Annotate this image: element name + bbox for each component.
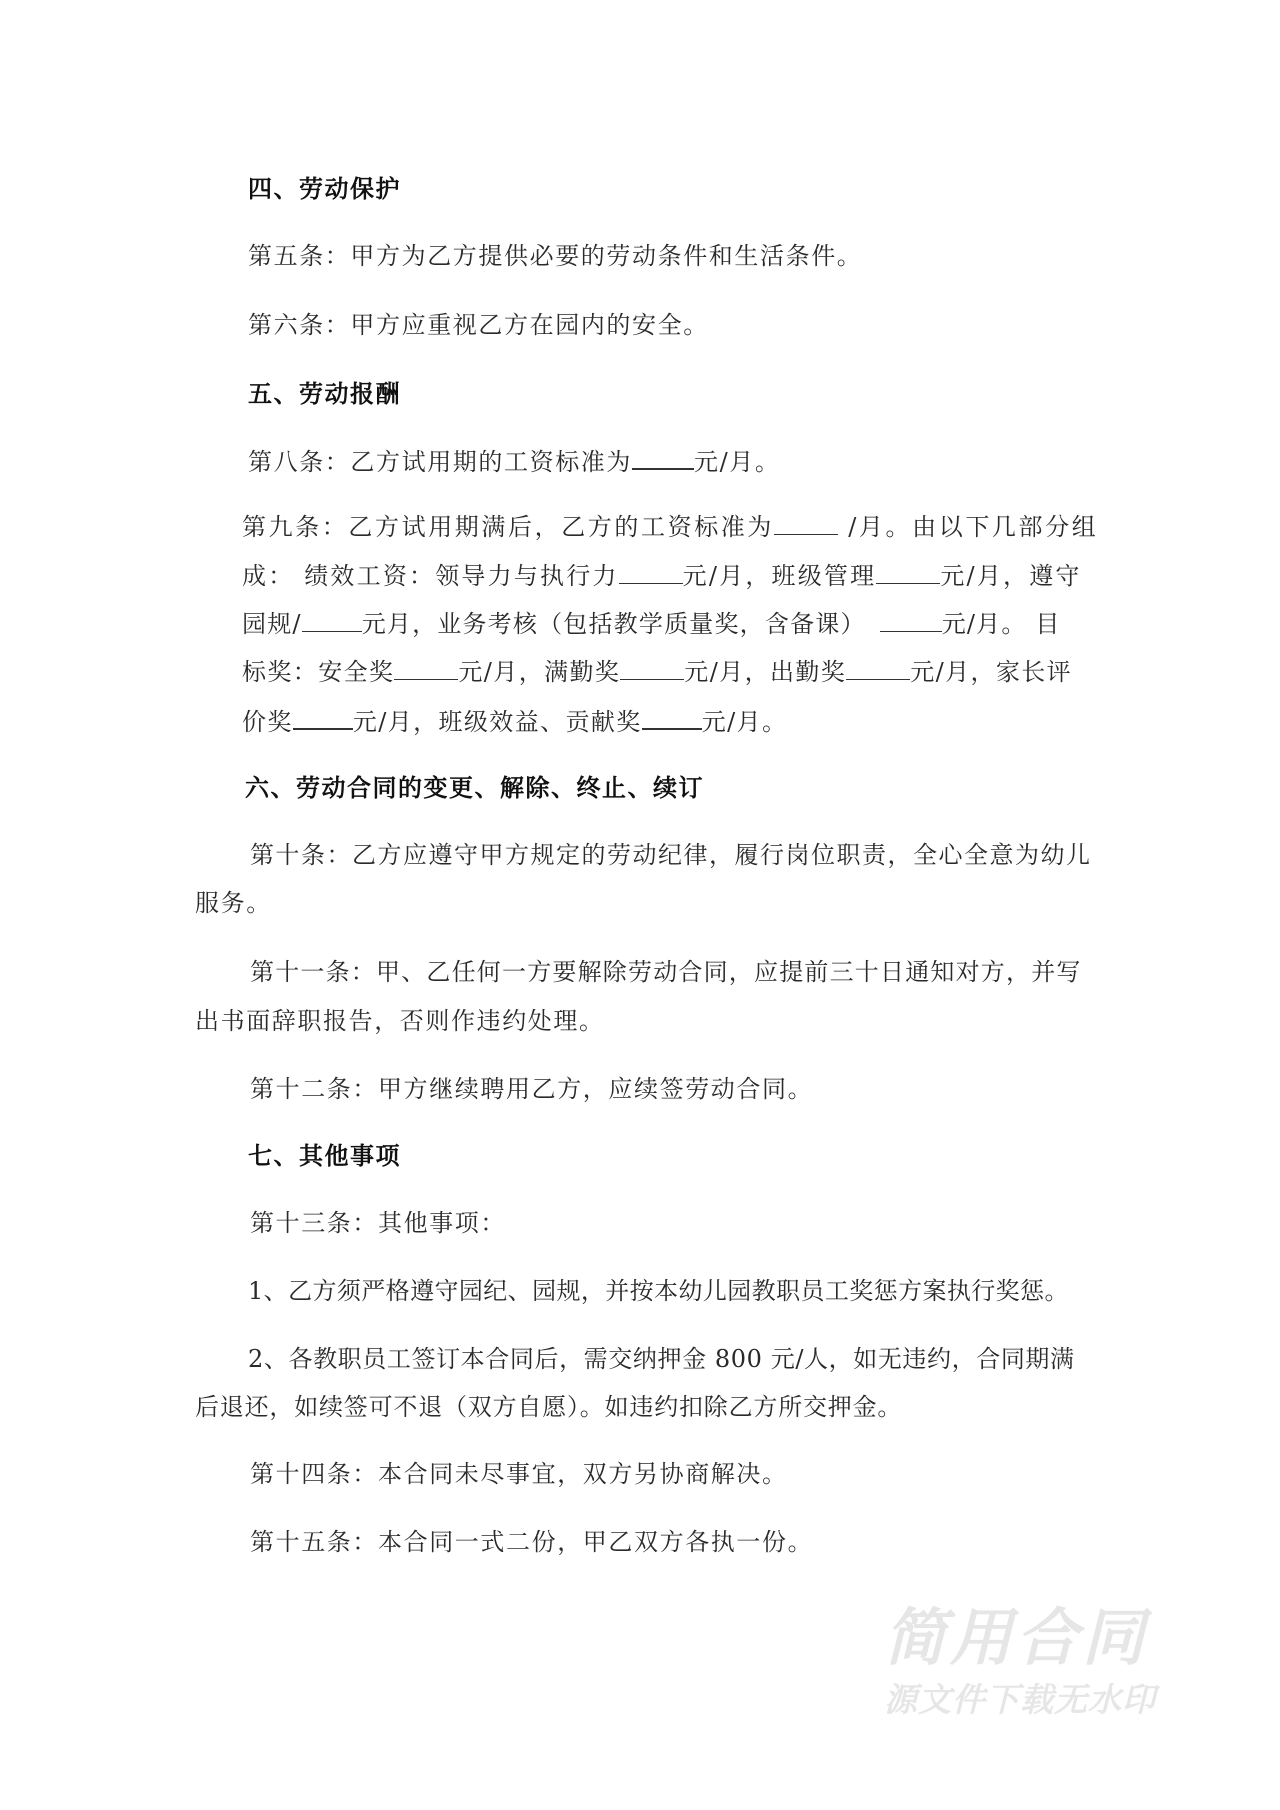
article-9-line-3	[242, 609, 1061, 639]
article-15: 第十五条：本合同一式二份，甲乙双方各执一份。	[250, 1528, 814, 1556]
article-11-line-1: 第十一条：甲、乙任何一方要解除劳动合同，应提前三十日通知对方，并写	[250, 958, 1082, 986]
article-9-text: 元/月。	[701, 708, 788, 736]
article-5: 第五条：甲方为乙方提供必要的劳动条件和生活条件。	[248, 242, 863, 270]
article-14: 第十四条：本合同未尽事宜，双方另协商解决。	[250, 1460, 788, 1488]
item-2-line-1: 2、各教职员工签订本合同后，需交纳押金 800 元/人，如无违约，合同期满	[248, 1345, 1075, 1373]
section-heading-labor-protection: 四、劳动保护	[248, 175, 401, 203]
article-9-line-1	[242, 512, 1098, 542]
blank-field	[302, 609, 362, 632]
article-9-text: 元/月，出勤奖	[684, 658, 847, 686]
blank-field	[620, 657, 684, 680]
article-9-text: 元/月，遵守	[940, 562, 1082, 590]
article-11-line-2: 出书面辞职报告，否则作违约处理。	[195, 1007, 605, 1035]
article-8-text: 第八条：乙方试用期的工资标准为	[248, 448, 632, 476]
article-6: 第六条：甲方应重视乙方在园内的安全。	[248, 311, 709, 339]
article-9-text: 成： 绩效工资：领导力与执行力	[242, 562, 619, 590]
article-10-line-1: 第十条：乙方应遵守甲方规定的劳动纪律，履行岗位职责，全心全意为幼儿	[250, 841, 1092, 869]
section-heading-remuneration: 五、劳动报酬	[248, 380, 401, 408]
article-9-text: 元/月，班级管理	[682, 562, 877, 590]
article-8	[248, 446, 781, 476]
article-9-text: 园规/	[242, 610, 302, 638]
article-8-unit: 元/月。	[694, 448, 781, 476]
article-9-text: 元/月。 目	[941, 610, 1061, 638]
item-1: 1、乙方须严格遵守园纪、园规，并按本幼儿园教职员工奖惩方案执行奖惩。	[248, 1277, 1069, 1305]
article-9-text: 价奖	[242, 708, 293, 736]
article-9-text: 标奖：安全奖	[242, 658, 395, 686]
watermark-subtitle: 源文件下载无水印	[884, 1680, 1156, 1719]
article-9-line-4	[242, 657, 1072, 687]
section-heading-other-matters: 七、其他事项	[248, 1142, 401, 1170]
item-2-line-2: 后退还，如续签可不退（双方自愿）。如违约扣除乙方所交押金。	[195, 1393, 903, 1421]
article-10-line-2: 服务。	[195, 889, 272, 917]
blank-field	[632, 446, 694, 470]
article-9-text: 元/月，家长评	[910, 658, 1073, 686]
article-9-text: 元/月，满勤奖	[458, 658, 621, 686]
blank-field	[642, 706, 702, 730]
blank-field	[846, 657, 910, 680]
article-9-line-5	[242, 706, 787, 736]
article-12: 第十二条：甲方继续聘用乙方，应续签劳动合同。	[250, 1075, 814, 1103]
article-9-text: 元月，业务考核（包括教学质量奖，含备课）	[361, 610, 866, 638]
article-13: 第十三条：其他事项：	[250, 1209, 506, 1237]
article-9-text: 第九条：乙方试用期满后，乙方的工资标准为	[242, 513, 774, 541]
blank-field	[880, 609, 942, 632]
blank-field	[876, 561, 940, 584]
article-9-text: 元/月，班级效益、贡献奖	[352, 708, 642, 736]
blank-field	[394, 657, 458, 680]
blank-field	[774, 512, 838, 535]
article-9-text: /月。由以下几部分组	[838, 513, 1099, 541]
blank-field	[619, 561, 683, 584]
section-heading-contract-changes: 六、劳动合同的变更、解除、终止、续订	[245, 774, 704, 802]
article-9-line-2	[242, 561, 1082, 591]
blank-field	[293, 706, 353, 730]
watermark-title: 简用合同	[884, 1601, 1149, 1674]
